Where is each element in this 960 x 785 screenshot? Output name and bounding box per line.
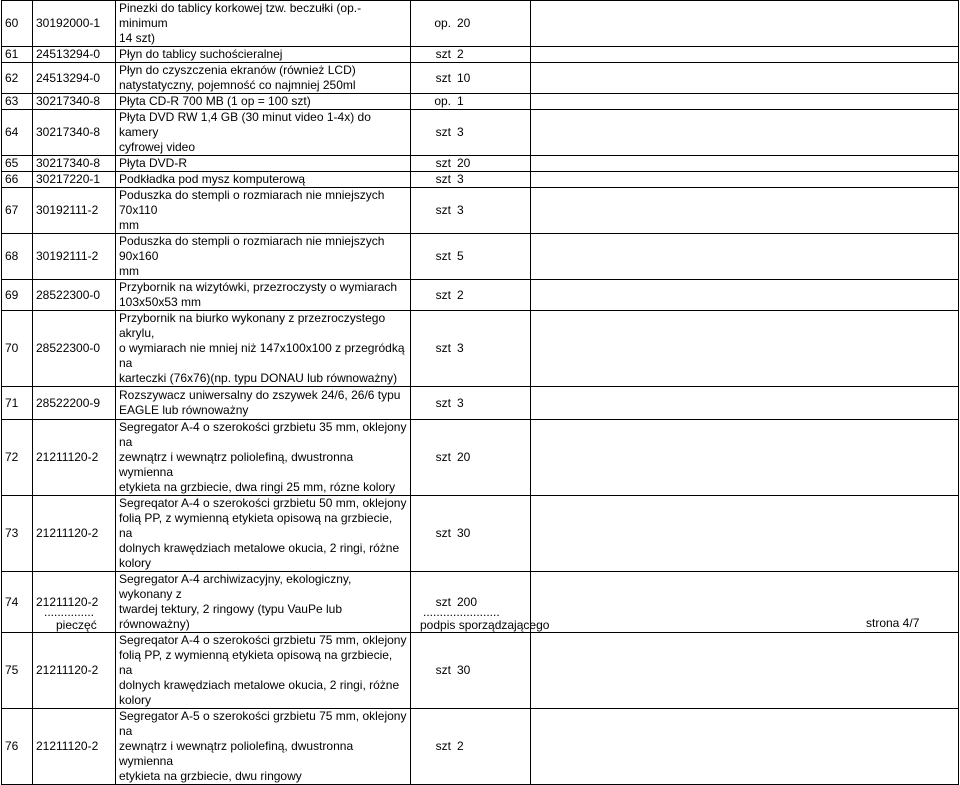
empty-cell <box>531 280 959 311</box>
row-number: 62 <box>2 63 33 94</box>
table-row <box>2 47 959 63</box>
empty-cell <box>531 496 959 572</box>
unit: szt <box>411 63 455 94</box>
item-name: Przybornik na wizytówki, przezroczysty o wymiarach 103x50x53 mm <box>116 280 411 311</box>
item-name: Płyta DVD RW 1,4 GB (30 minut video 1-4x) do kamery cyfrowej video <box>116 110 411 156</box>
empty-cell <box>531 110 959 156</box>
row-number: 70 <box>2 311 33 387</box>
table-row <box>2 420 959 496</box>
empty-cell <box>531 633 959 709</box>
unit: szt <box>411 633 455 709</box>
row-number: 65 <box>2 156 33 172</box>
quantity: 20 <box>454 1 531 47</box>
row-number: 74 <box>2 572 33 633</box>
cpv-code: 21211120-2 <box>33 420 116 496</box>
item-name: Przybornik na biurko wykonany z przezroczystego akrylu, o wymiarach nie mniej niż 147x100x100 z przegródką na karteczki (76x76)(np. typu DONAU lub równoważny) <box>116 311 411 387</box>
table-row <box>2 709 959 785</box>
item-name: Poduszka do stempli o rozmiarach nie mniejszych 90x160 mm <box>116 234 411 280</box>
item-name: Podkładka pod mysz komputerową <box>116 172 411 188</box>
table-row <box>2 1 959 47</box>
row-number: 69 <box>2 280 33 311</box>
cpv-code: 21211120-2 <box>33 572 116 633</box>
table-row <box>2 234 959 280</box>
items-table <box>1 0 959 785</box>
row-number: 61 <box>2 47 33 63</box>
row-number: 71 <box>2 387 33 420</box>
cpv-code: 30192000-1 <box>33 1 116 47</box>
empty-cell <box>531 1 959 47</box>
quantity: 2 <box>454 709 531 785</box>
empty-cell <box>531 420 959 496</box>
stamp-dots: ............... <box>44 605 95 619</box>
table-row <box>2 156 959 172</box>
empty-cell <box>531 47 959 63</box>
empty-cell <box>531 156 959 172</box>
unit: szt <box>411 496 455 572</box>
quantity: 10 <box>454 63 531 94</box>
empty-cell <box>531 387 959 420</box>
table-row <box>2 172 959 188</box>
row-number: 73 <box>2 496 33 572</box>
item-name: Segreqator A-4 o szerokości grzbietu 50 mm, oklejony folią PP, z wymienną etykieta opisową na grzbiecie, na dolnych krawędziach metalowe okucia, 2 ringi, różne kolory <box>116 496 411 572</box>
unit: szt <box>411 172 455 188</box>
cpv-code: 30192111-2 <box>33 234 116 280</box>
row-number: 67 <box>2 188 33 234</box>
stamp-label: pieczęć <box>56 618 97 632</box>
cpv-code: 28522300-0 <box>33 311 116 387</box>
row-number: 75 <box>2 633 33 709</box>
unit: szt <box>411 234 455 280</box>
cpv-code: 24513294-0 <box>33 47 116 63</box>
item-name: Segregator A-4 o szerokości grzbietu 35 mm, oklejony na zewnątrz i wewnątrz polioleﬁną, dwustronna wymienna etykieta na grzbiecie, dwa ringi 25 mm, rózne kolory <box>116 420 411 496</box>
empty-cell <box>531 709 959 785</box>
unit: szt <box>411 387 455 420</box>
table-row <box>2 94 959 110</box>
cpv-code: 21211120-2 <box>33 633 116 709</box>
quantity: 20 <box>454 156 531 172</box>
row-number: 68 <box>2 234 33 280</box>
table-row <box>2 633 959 709</box>
unit: szt <box>411 420 455 496</box>
item-name: Pinezki do tablicy korkowej tzw. beczułki (op.- minimum 14 szt) <box>116 1 411 47</box>
table-row <box>2 387 959 420</box>
cpv-code: 30192111-2 <box>33 188 116 234</box>
empty-cell <box>531 311 959 387</box>
empty-cell <box>531 188 959 234</box>
item-name: Płyta CD-R 700 MB (1 op = 100 szt) <box>116 94 411 110</box>
unit: szt <box>411 156 455 172</box>
unit: szt <box>411 572 455 633</box>
cpv-code: 30217340-8 <box>33 94 116 110</box>
empty-cell <box>531 234 959 280</box>
table-row <box>2 311 959 387</box>
row-number: 66 <box>2 172 33 188</box>
row-number: 76 <box>2 709 33 785</box>
item-name: Płyn do tablicy suchościeralnej <box>116 47 411 63</box>
quantity: 2 <box>454 47 531 63</box>
empty-cell <box>531 63 959 94</box>
cpv-code: 24513294-0 <box>33 63 116 94</box>
item-name: Rozszywacz uniwersalny do zszywek 24/6, 26/6 typu EAGLE lub równoważny <box>116 387 411 420</box>
cpv-code: 21211120-2 <box>33 709 116 785</box>
quantity: 3 <box>454 311 531 387</box>
cpv-code: 28522200-9 <box>33 387 116 420</box>
cpv-code: 21211120-2 <box>33 496 116 572</box>
table-row <box>2 188 959 234</box>
unit: op. <box>411 1 455 47</box>
quantity: 5 <box>454 234 531 280</box>
quantity: 200 <box>454 572 531 633</box>
cpv-code: 30217340-8 <box>33 156 116 172</box>
unit: szt <box>411 280 455 311</box>
signature-label: podpis sporządzającego <box>420 618 550 632</box>
quantity: 3 <box>454 387 531 420</box>
page-footer <box>0 600 960 633</box>
row-number: 72 <box>2 420 33 496</box>
empty-cell <box>531 94 959 110</box>
cpv-code: 30217340-8 <box>33 110 116 156</box>
quantity: 2 <box>454 280 531 311</box>
quantity: 20 <box>454 420 531 496</box>
table-row <box>2 110 959 156</box>
item-name: Płyta DVD-R <box>116 156 411 172</box>
item-name: Płyn do czyszczenia ekranów (również LCD) natystatyczny, pojemność co najmniej 250ml <box>116 63 411 94</box>
table-row <box>2 496 959 572</box>
unit: op. <box>411 94 455 110</box>
row-number: 63 <box>2 94 33 110</box>
cpv-code: 30217220-1 <box>33 172 116 188</box>
quantity: 3 <box>454 110 531 156</box>
item-name: Segreqator A-4 o szerokości grzbietu 75 mm, oklejony folią PP, z wymienną etykieta opisową na grzbiecie, na dolnych krawędziach metalowe okucia, 2 ringi, różne kolory <box>116 633 411 709</box>
cpv-code: 28522300-0 <box>33 280 116 311</box>
item-name: Segregator A-4 archiwizacyjny, ekologiczny, wykonany z twardej tektury, 2 ringowy (typu VauPe lub równoważny) <box>116 572 411 633</box>
table-row <box>2 63 959 94</box>
quantity: 30 <box>454 496 531 572</box>
row-number: 64 <box>2 110 33 156</box>
quantity: 3 <box>454 188 531 234</box>
item-name: Poduszka do stempli o rozmiarach nie mniejszych 70x110 mm <box>116 188 411 234</box>
unit: szt <box>411 311 455 387</box>
quantity: 30 <box>454 633 531 709</box>
item-name: Segregator A-5 o szerokości grzbietu 75 mm, oklejony na zewnątrz i wewnątrz polioleﬁną, dwustronna wymienna etykieta na grzbiecie, dwu ringowy <box>116 709 411 785</box>
row-number: 60 <box>2 1 33 47</box>
empty-cell <box>531 172 959 188</box>
quantity: 3 <box>454 172 531 188</box>
quantity: 1 <box>454 94 531 110</box>
unit: szt <box>411 188 455 234</box>
page-number: strona 4/7 <box>866 616 920 630</box>
signature-dots: ....................... <box>423 605 500 619</box>
unit: szt <box>411 47 455 63</box>
unit: szt <box>411 110 455 156</box>
table-row <box>2 280 959 311</box>
unit: szt <box>411 709 455 785</box>
